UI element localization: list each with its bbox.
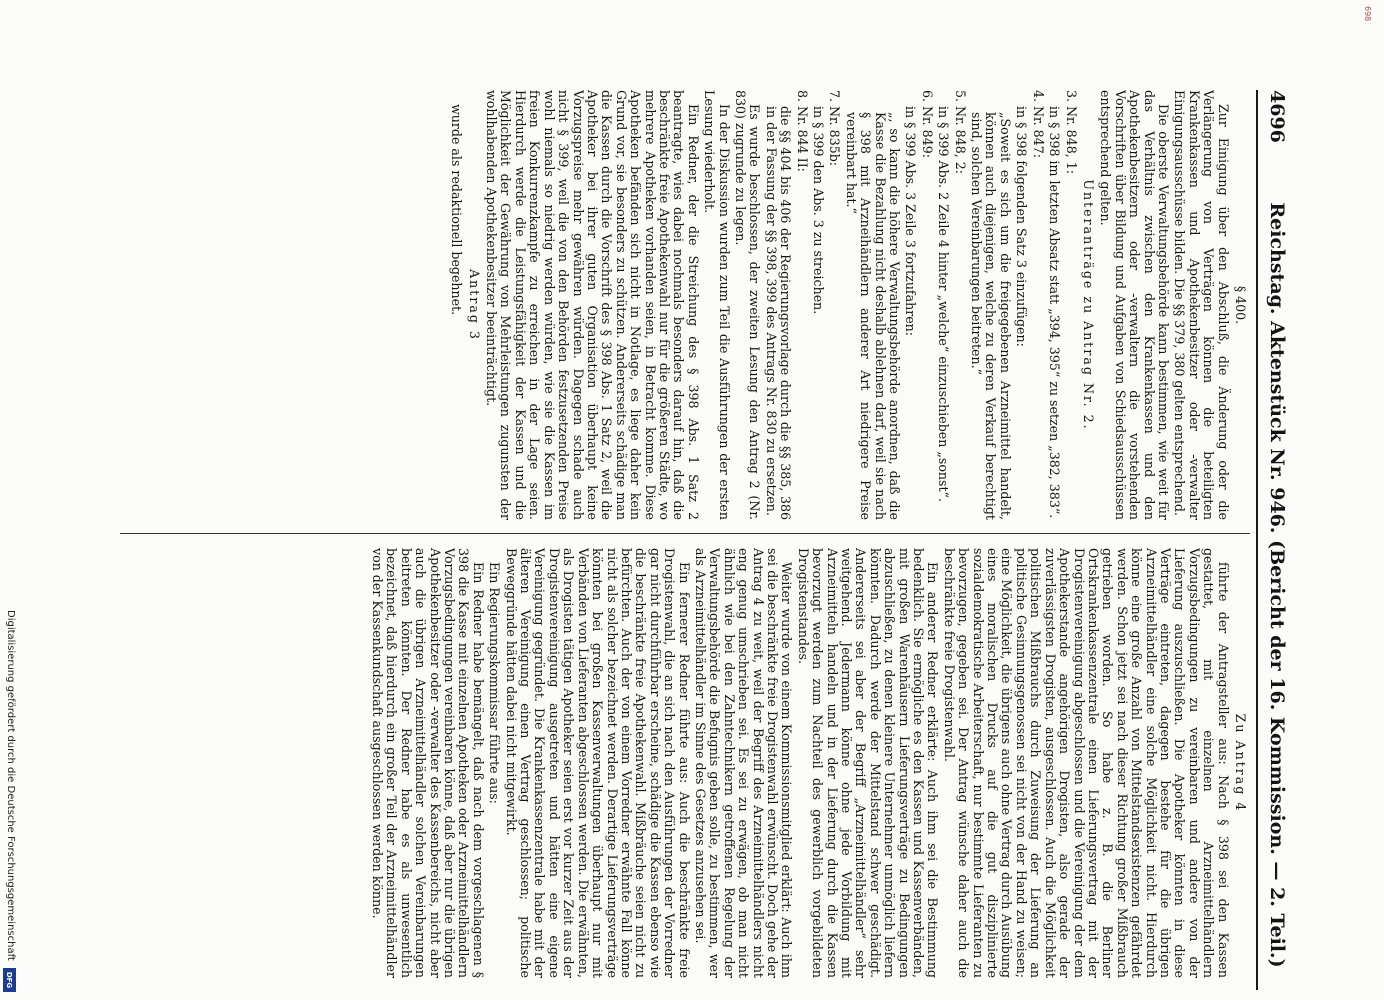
- paragraph: In der Diskussion wurden zum Teil die Ausführungen der ersten Lesung wiederholt.: [702, 90, 732, 520]
- paragraph: Weiter wurde von einem Kommissionsmitglied erklärt: Auch ihm sei die beschränkte freie Drogistenwahl erwünscht. Doch gehe der Antrag 4 zu weit, weil der Begriff des Arzneimittelhändlers nicht eng genug umschrieben sei. Es sei zu erwägen, ob man nicht ähnlich wie bei den Zahntechnikern getroffenen Regelung der Verwaltungsbehörde die Befugnis geben solle, zu bestimmen, wer als Arzneimittelhändler im Sinne des Gesetzes anzusehen sei.: [692, 548, 795, 978]
- list-item-6-quote: „, so kann die höhere Verwaltungsbehörde anordnen, daß die Kasse die Bezahlung nicht deshalb ablehnen darf, weil sie nach § 398 mit Arzneihändlern anderer Art niedrigere Preise vereinbart hat.“: [843, 112, 903, 520]
- list-item-4-text: in § 398 folgenden Satz 3 einzufügen:: [1014, 106, 1030, 347]
- list-item-6: 6. Nr. 849:: [919, 90, 935, 158]
- right-column: [110, 548, 1250, 978]
- rotated-text-block: [98, 90, 1288, 990]
- list-item-3: 3. Nr. 848, 1:: [1063, 90, 1079, 174]
- paragraph: Zur Einigung über den Abschluß, die Änderung oder die Verlängerung von Verträgen können die beteiligten Krankenkassen und Apothekenbesitzer oder -verwalter Einigungsausschüsse bilden. Die §§ 379, 380 gelten entsprechend.: [1172, 90, 1231, 520]
- list-item-8: 8. Nr. 844 II:: [794, 90, 810, 172]
- paragraph: Es wurde beschlossen, der zweiten Lesung den Antrag 2 (Nr. 830) zugrunde zu legen.: [733, 90, 763, 520]
- list-item-6-text: in § 399 Abs. 3 Zeile 3 fortzufahren:: [903, 106, 919, 337]
- list-item-7-text: in § 399 den Abs. 3 zu streichen.: [811, 106, 827, 315]
- paragraph: führte der Antragsteller aus: Nach § 398 sei den Kassen gestattet, mit einzelnen Arzneimittelhändlern Vorzugsbedingungen zu vereinbaren und andere von der Lieferung auszuschließen. Die Apotheker könnten in diese Verträge eintreten, dagegen bestehe für die übrigen Arzneimittelhändler eine solche Möglichkeit nicht. Hierdurch könne eine große Anzahl von Mittelstandsexistenzen gefährdet werden. Schon jetzt sei nach dieser Richtung großer Mißbrauch getrieben worden. So habe z. B. die Berliner Ortskrankenkassenzentrale einen Lieferungsvertrag mit der Drogistenvereinigung abgeschlossen und die Vereinigung der dem Apothekerstande angehörigen Drogisten, also gerade der zuverlässigsten Drogisten, ausgeschlossen. Auch die Möglichkeit politischen Mißbrauchs durch Zuweisung der Lieferung an politische Gesinnungsgenossen sei nicht von der Hand zu weisen; eine Möglichkeit, die übrigens auch ohne Vertrag durch Ausübung eines moralischen Drucks auf die gut disziplinierte sozialdemokratische Arbeiterschaft, nur bestimmte Lieferanten zu bevorzugen, gegeben sei. Der Antrag wünsche daher auch die beschränkte freie Drogistenwahl.: [941, 548, 1231, 978]
- paragraph: Ein Redner, der die Streichung des § 398 Abs. 1 Satz 2 beantragte, wies dabei nochmals besonders darauf hin, daß die beschränkte freie Apothekenwahl nur für die größeren Städte, wo mehrere Apotheken vorhanden seien, in Betracht komme. Diese Apotheken befänden sich nicht in Notlage, es liege daher kein Grund vor, sie besonders zu schützen. Andererseits schädige man die Kassen durch die Vorschrift des § 398 Abs. 1 Satz 2, weil die Apotheker bei ihrer guten Organisation überhaupt keine Vorzugspreise mehr gewähren würden. Dagegen schade auch nicht § 399, weil die von den Behörden festzusetzenden Preise wohl niemals so niedrig werden würden, wie sie die Kassen im freien Konkurrenzkampfe zu erreichen in der Lage seien. Hierdurch werde die Leistungsfähigkeit der Kassen und die Möglichkeit der Gewährung von Mehrleistungen zugunsten der wohlhabenden Apothekenbesitzer beeinträchtigt.: [484, 90, 701, 520]
- section-title: § 400.: [1233, 285, 1248, 325]
- funding-note-text: Digitalisierung gefördert durch die Deutsche Forschungsgemeinschaft: [5, 610, 16, 961]
- page-header: [1260, 90, 1288, 990]
- list-item-5: 5. Nr. 848, 2:: [952, 90, 968, 174]
- paragraph: wurde als redaktionell begehnet.: [449, 104, 465, 316]
- column-divider: [120, 533, 1250, 534]
- paragraph: Die oberste Verwaltungsbehörde kann bestimmen, wie weit für das Verhältnis zwischen den Krankenkassen und den Apothekenbesitzern oder -verwaltern die vorstehenden Vorschriften über Bildung und Aufgaben von Schiedsausschüssen entsprechend gelten.: [1098, 90, 1171, 520]
- dfg-logo-icon: [3, 968, 16, 992]
- header-rule: [1256, 90, 1258, 990]
- page-number: 4696: [1266, 90, 1288, 143]
- list-item-4-quote: „Soweit es sich um die freigegebenen Arzneimittel handelt, können auch diejenigen, welche zu deren Verkauf berechtigt sind, solchen Vereinbarungen beitreten.“: [969, 112, 1013, 520]
- paragraph: Ein fernerer Redner führte aus: Auch die beschränkte freie Drogistenwahl, die an sich nach den Ausführungen der Vorredner gar nicht durchführbar erscheine, schädige die Kassen ebenso wie die beschränkte freie Apothekenwahl. Mißbräuche seien nicht zu befürchten. Auch der von einem Vorredner erwähnte Fall könne nicht als solcher bezeichnet werden. Derartige Lieferungsverträge könnten bei großen Kassenverwaltungen überhaupt nur mit Verbänden von Lieferanten abgeschlossen werden. Die erwähnten, als Drogisten tätigen Apotheker seien erst vor kurzer Zeit aus der Drogistenvereinigung ausgetreten und hätten eine eigene Vereinigung gegründet. Die Krankenkassenzentrale habe mit der älteren Vereinigung einen Vertrag geschlossen; politische Beweggründe hätten dabei nicht mitgewirkt.: [503, 548, 692, 978]
- antrag-heading: Antrag 3: [466, 269, 482, 341]
- scan-number-text: 698: [1363, 6, 1372, 22]
- dfg-logo-text: DFG: [5, 971, 14, 989]
- paragraph: Ein anderer Redner erklärte: Auch ihm sei die Bestimmung bedenklich. Sie ermögliche es den Kassen und Kassenverbänden, mit großen Warenhäusern Lieferungsverträge zu Bedingungen abzuschließen, zu denen kleinere Unternehmer unmöglich liefern könnten. Dadurch werde der Mittelstand schwer geschädigt. Andererseits sei aber der Begriff „Arzneimittelhändler“ sehr weitgehend. Jedermann könne ohne jede Vorbildung mit Arzneimitteln handeln und in der Lieferung durch die Kassen bevorzugt werden zum Nachteil des gewerblich vorgebildeten Drogistenstandes.: [795, 548, 941, 978]
- subsection-title: Unteranträge zu Antrag Nr. 2.: [1080, 179, 1096, 431]
- scan-number: [1360, 6, 1374, 40]
- left-column: [110, 90, 1250, 520]
- list-item-8-text: die §§ 404 bis 406 der Regierungsvorlage durch die §§ 385, 386 in der Fassung der §§ 398, 399 des Antrags Nr. 830 zu ersetzen.: [763, 106, 794, 520]
- funding-note: [2, 610, 18, 998]
- list-item-5-text: in § 399 Abs. 2 Zeile 4 hinter „welche“ einzuschieben „sonst“.: [936, 106, 952, 502]
- section-title: Zu Antrag 4: [1233, 713, 1248, 813]
- paragraph: Ein Regierungskommissar führte aus:: [487, 562, 503, 804]
- page-title: Reichstag. Aktenstück Nr. 946. (Bericht der 16. Kommission. — 2. Teil.): [1266, 202, 1288, 968]
- list-item-7: 7. Nr. 835b:: [827, 90, 843, 167]
- list-item-4: 4. Nr. 847:: [1030, 90, 1046, 158]
- paragraph: Ein Redner habe bemängelt, daß nach dem vorgeschlagenen § 398 die Kasse mit einzelnen Apotheken oder Arzneimittelhändlern Vorzugsbedingungen vereinbaren könne, daß aber nur die übrigen Apothekenbesitzer oder -verwalter des Kassenbereichs, nicht aber auch die übrigen Arzneimittelhändler solchen Vereinbarungen beitreten könnten. Der Redner habe es als unwesentlich bezeichnet, daß hierdurch ein großer Teil der Arzneimittelhändler von der Kassenkundschaft ausgeschlossen werden könne.: [370, 548, 486, 978]
- list-item-3-text: in § 398 im letzten Absatz statt „394, 395“ zu setzen „382, 383“.: [1047, 106, 1063, 519]
